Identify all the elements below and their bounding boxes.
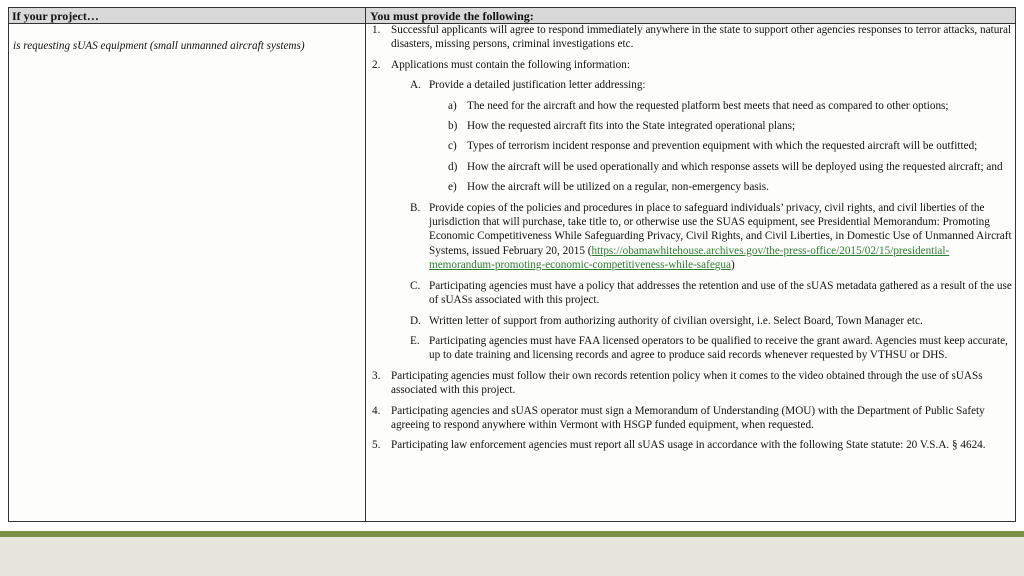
footer-band [0,537,1024,576]
list-item [369,404,1012,433]
list-marker: 2. [372,58,381,71]
list-item-text: Participating agencies and sUAS operator must sign a Memorandum of Understanding (MOU) with the Department of Public Safety agreeing to respond anywhere within Vermont with HSGP funded equipment, when requested. [391,404,985,431]
list-marker: 5. [372,439,381,452]
requirements-list [369,23,1012,459]
requirements-table [8,7,1016,522]
list-item-text: Types of terrorism incident response and prevention equipment with which the requested aircraft will be outfitted; [467,140,978,153]
header-if-your-project: If your project… [12,9,99,23]
column-divider [365,8,366,521]
list-item [369,23,1012,52]
list-item [369,180,1012,194]
list-item-text: The need for the aircraft and how the requested platform best meets that need as compared to other options; [467,99,949,112]
list-marker: b) [448,120,458,133]
project-type-cell: is requesting sUAS equipment (small unmanned aircraft systems) [13,40,305,52]
list-marker: e) [448,181,457,194]
list-item-text: Provide a detailed justification letter addressing: [429,79,646,92]
list-item-text: Written letter of support from authorizing authority of civilian oversight, i.e. Select Board, Town Manager etc. [429,314,923,327]
list-item-text: Provide copies of the policies and procedures in place to safeguard individuals’ privacy, civil rights, and civil liberties of the jurisdiction that will purchase, take title to, or otherwise use the SUAS equipment, see Presidential Memorandum: Promoting Economic Competitiveness While Safeguarding Privacy, Civil Rights, and Civil Liberties, in Domestic Use of Unmanned Aircraft Systems, issued February 20, 2015 ( [429,201,1012,257]
list-item-text: How the requested aircraft fits into the State integrated operational plans; [467,120,796,133]
list-item [369,139,1012,153]
list-marker: B. [410,201,421,214]
list-item [369,369,1012,398]
list-item-text: Participating agencies must have FAA licensed operators to be qualified to receive the grant award. Agencies must keep accurate, up to date training and licensing records and agree to produce said records whenever requested by VTHSU or DHS. [429,334,1008,362]
list-marker: 4. [372,404,381,417]
list-item-text-end: ) [730,259,735,272]
presidential-memorandum-link[interactable]: https://obamawhitehouse.archives.gov/the-press-office/2015/02/15/presidential-memorandum-promoting-economic-competitiveness-while-safegua [429,244,950,272]
list-item [369,58,1012,72]
list-marker: 1. [372,24,381,36]
list-item-text: Successful applicants will agree to respond immediately anywhere in the state to support other agencies responses to terror attacks, natural disasters, missing persons, criminal investigations etc. [391,24,1012,51]
header-you-must-provide: You must provide the following: [370,9,534,23]
list-marker: C. [410,279,421,292]
list-marker: a) [448,99,457,112]
list-marker: c) [448,140,457,153]
list-item [369,334,1012,363]
list-item-text: How the aircraft will be utilized on a regular, non-emergency basis. [467,181,769,194]
list-item-text: Participating law enforcement agencies must report all sUAS usage in accordance with the following State statute: 20 V.S.A. § 4624. [391,439,986,452]
list-item-text: Participating agencies must follow their own records retention policy when it comes to the video obtained through the use of sUASs associated with this project. [391,369,983,397]
list-item [369,201,1012,273]
list-marker: D. [410,314,421,327]
list-item [369,314,1012,328]
list-item-text: Applications must contain the following information: [391,58,630,71]
list-item [369,160,1012,174]
list-item [369,119,1012,133]
list-marker: 3. [372,369,381,382]
list-item [369,78,1012,92]
list-item [369,279,1012,308]
list-item [369,99,1012,113]
list-item-text: How the aircraft will be used operationally and which response assets will be deployed using the requested aircraft; and [467,160,1003,173]
list-item-text: Participating agencies must have a policy that addresses the retention and use of the sUAS metadata gathered as a result of the use of sUASs associated with this project. [429,279,1012,307]
list-marker: E. [410,334,420,347]
list-marker: d) [448,160,458,173]
list-marker: A. [410,79,421,92]
list-item [369,438,1012,452]
